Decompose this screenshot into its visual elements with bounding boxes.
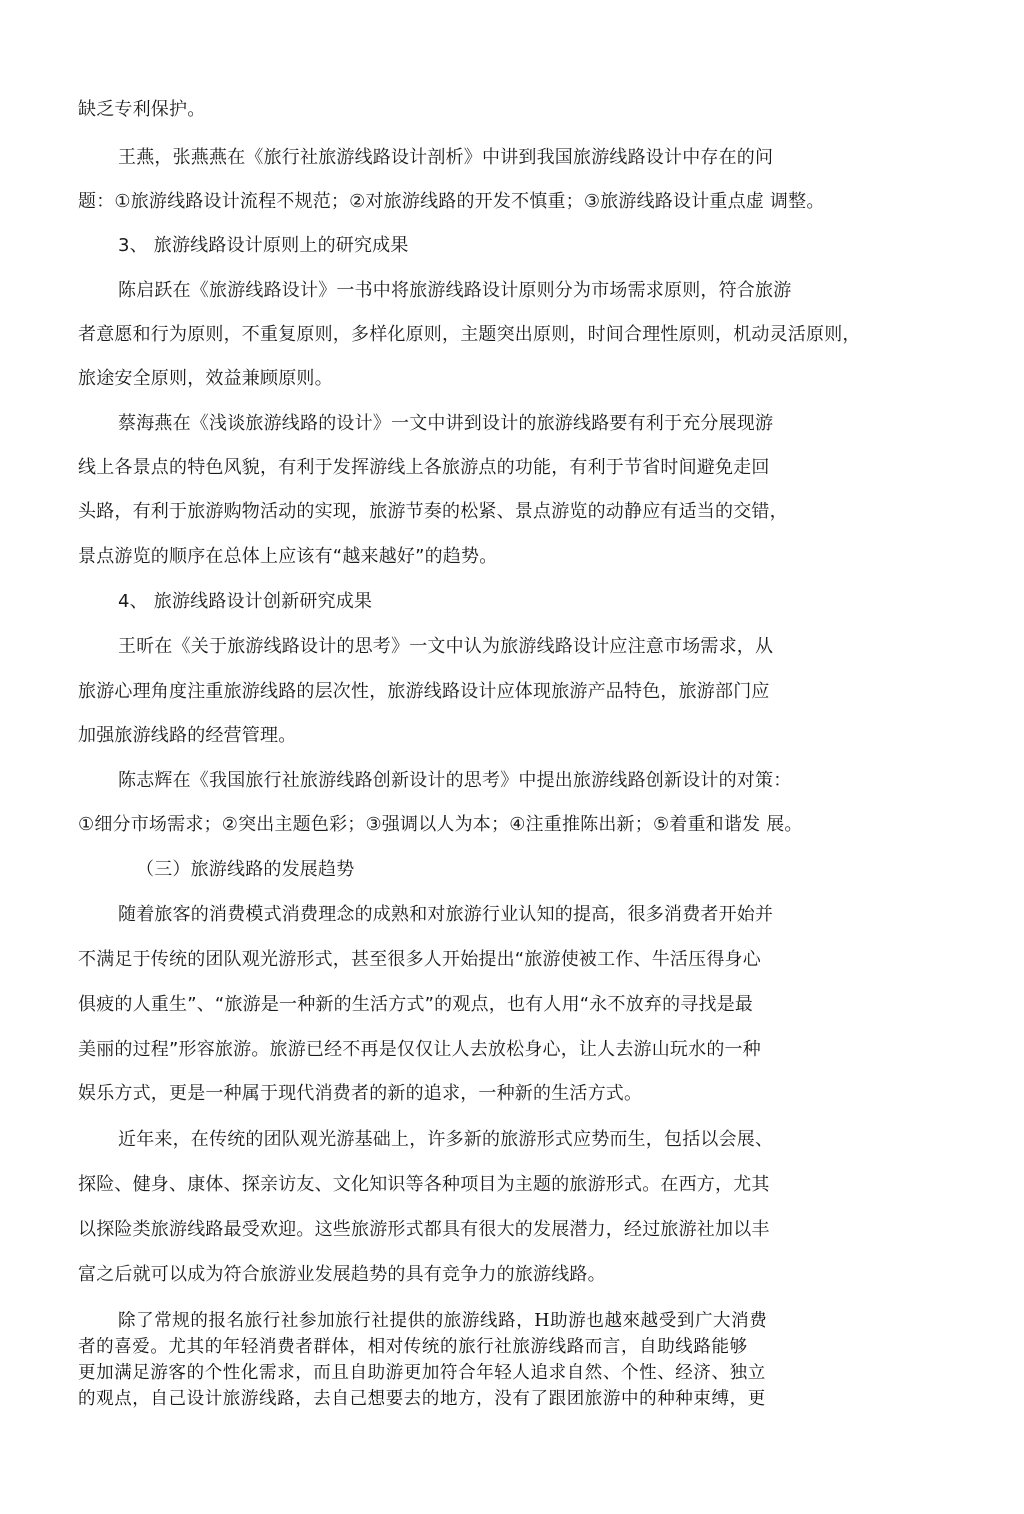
text-line: 除了常规的报名旅行社参加旅行社提供的旅游线路，H助游也越來越受到广大消费 — [118, 1311, 768, 1331]
text-line: 王燕，张燕燕在《旅行社旅游线路设计剖析》中讲到我国旅游线路设计中存在的问 — [118, 147, 774, 168]
text-line: 头路，有利于旅游购物活动的实现，旅游节奏的松紧、景点游览的动静应有适当的交错， — [78, 501, 788, 522]
section-heading: 3、 旅游线路设计原则上的研究成果 — [118, 235, 409, 256]
text-line: 王昕在《关于旅游线路设计的思考》一文中认为旅游线路设计应注意市场需求，从 — [118, 636, 774, 657]
text-line: 俱疲的人重生”、“旅游是一种新的生活方式”的观点，也有人用“永不放弃的寻找是最 — [78, 994, 754, 1015]
text-line: 以探险类旅游线路最受欢迎。这些旅游形式都具有很大的发展潜力，经过旅游社加以丰 — [78, 1219, 770, 1240]
text-line: 线上各景点的特色风貌，有利于发挥游线上各旅游点的功能，有利于节省时间避免走回 — [78, 457, 770, 478]
text-line: 探险、健身、康体、探亲访友、文化知识等各种项目为主题的旅游形式。在西方，尤其 — [78, 1174, 770, 1195]
text-line: 富之后就可以成为符合旅游业发展趋势的具有竞争力的旅游线路。 — [78, 1264, 606, 1285]
text-line: 加强旅游线路的经营管理。 — [78, 725, 297, 746]
text-line: 陈启跃在《旅游线路设计》一书中将旅游线路设计原则分为市场需求原则，符合旅游 — [118, 280, 792, 301]
text-line: 者的喜爱。尤其的年轻消费者群体，相对传统的旅行社旅游线路而言，自助线路能够 — [78, 1337, 748, 1357]
text-line: 缺乏专利保护。 — [78, 99, 206, 120]
text-line: ①细分市场需求；②突出主题色彩；③强调以人为本；④注重推陈出新；⑤着重和谐发 展。 — [78, 814, 803, 835]
text-line: 旅游心理角度注重旅游线路的层次性，旅游线路设计应体现旅游产品特色，旅游部门应 — [78, 681, 770, 702]
text-line: 的观点，自己设计旅游线路，去自己想要去的地方，没有了跟团旅游中的种种束缚，更 — [78, 1389, 766, 1409]
text-line: 不满足于传统的团队观光游形式，甚至很多人开始提出“旅游使被工作、牛活压得身心 — [78, 949, 761, 970]
text-line: 近年来，在传统的团队观光游基础上，许多新的旅游形式应势而生，包括以会展、 — [118, 1129, 774, 1150]
section-heading: （三）旅游线路的发展趋势 — [136, 859, 355, 880]
section-heading: 4、 旅游线路设计创新研究成果 — [118, 591, 373, 612]
text-line: 蔡海燕在《浅谈旅游线路的设计》一文中讲到设计的旅游线路要有利于充分展现游 — [118, 413, 774, 434]
text-line: 景点游览的顺序在总体上应该有“越来越好”的趋势。 — [78, 546, 498, 567]
text-line: 随着旅客的消费模式消费理念的成熟和对旅游行业认知的提高，很多消费者开始并 — [118, 904, 774, 925]
text-line: 美丽的过程”形容旅游。旅游已经不再是仅仅让人去放松身心，让人去游山玩水的一种 — [78, 1039, 761, 1060]
text-line: 娱乐方式，更是一种属于现代消费者的新的追求，一种新的生活方式。 — [78, 1083, 643, 1104]
text-line: 陈志辉在《我国旅行社旅游线路创新设计的思考》中提出旅游线路创新设计的对策： — [118, 770, 792, 791]
text-line: 更加满足游客的个性化需求，而且自助游更加符合年轻人追求自然、个性、经济、独立 — [78, 1363, 766, 1383]
text-line: 题：①旅游线路设计流程不规范；②对旅游线路的开发不慎重；③旅游线路设计重点虚 调整。 — [78, 191, 825, 212]
text-line: 者意愿和行为原则，不重复原则，多样化原则，主题突出原则，时间合理性原则，机动灵活原则， — [78, 324, 861, 345]
text-line: 旅途安全原则，效益兼顾原则。 — [78, 368, 333, 389]
